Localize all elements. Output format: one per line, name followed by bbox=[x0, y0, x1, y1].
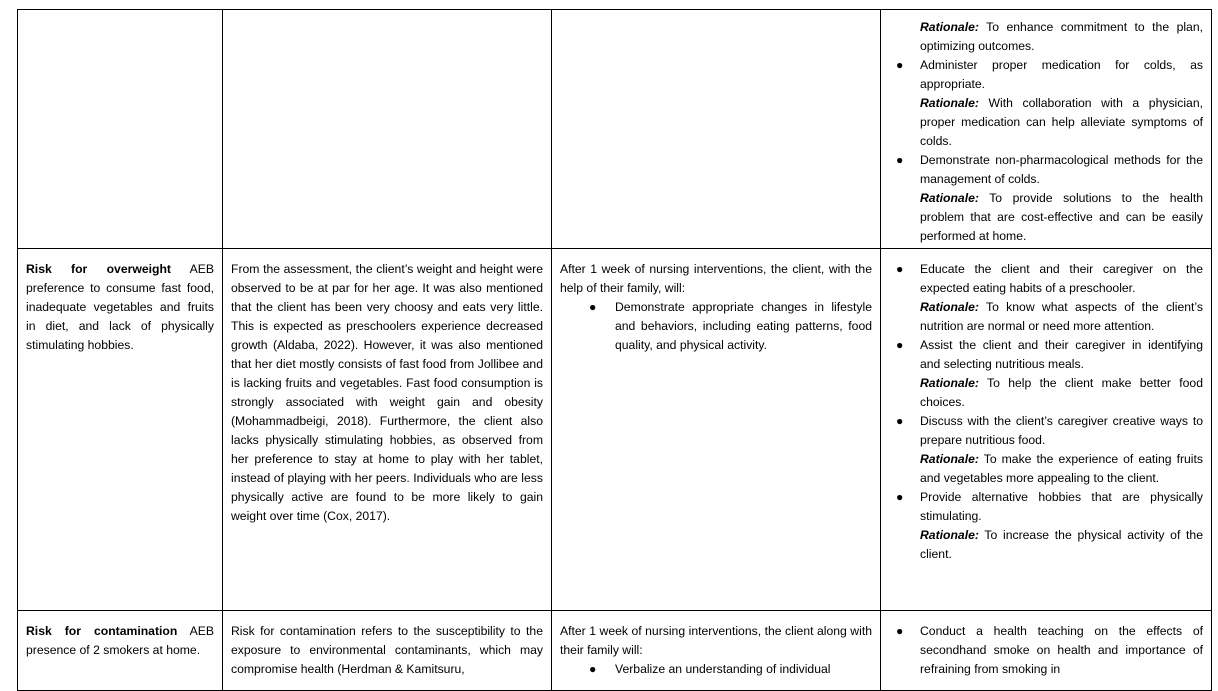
table-row bbox=[18, 249, 1212, 611]
intervention-list bbox=[889, 56, 1203, 246]
analysis-cell: From the assessment, the client’s weight and height were observed to be at par for her age. It was also mentioned that the client has been very choosy and eats very little. This is expected as preschoolers experience decreased growth (Aldaba, 2022). However, it was also mentioned that her diet mostly consists of fast food from Jollibee and is lacking fruits and vegetables. Fast food consumption is strongly associated with weight gain and obesity (Mohammadbeigi, 2018). Furthermore, the client also lacks physically stimulating hobbies, as observed from her preference to stay at home to play with her tablet, instead of playing with her peers. Individuals who are less physically active are found to be more likely to gain weight over time (Cox, 2017). bbox=[223, 249, 552, 611]
interventions-cell bbox=[881, 249, 1212, 611]
list-item: ● Assist the client and their caregiver in identifying and selecting nutritious meals. Rationale: To help the client make better food choices. bbox=[896, 338, 1203, 409]
goals-cell bbox=[552, 10, 881, 249]
bullet-icon: ● bbox=[896, 153, 904, 167]
diagnosis-title: Risk for contamination bbox=[26, 624, 178, 638]
list-item: ● Discuss with the client’s caregiver creative ways to prepare nutritious food. Rationale: To make the experience of eating fruits and vegetables more appealing to the client. bbox=[896, 414, 1203, 485]
bullet-icon: ● bbox=[896, 262, 904, 276]
bullet-icon: ● bbox=[589, 300, 597, 314]
list-item: ● Demonstrate appropriate changes in lifestyle and behaviors, including eating patterns, food quality, and physical activity. bbox=[589, 300, 872, 352]
table-row bbox=[18, 10, 1212, 249]
goal-intro: After 1 week of nursing interventions, the client, with the help of their family, will: bbox=[560, 262, 872, 295]
list-item: ● Administer proper medication for colds, as appropriate. Rationale: With collaboration with a physician, proper medication can help alleviate symptoms of colds. bbox=[896, 58, 1203, 148]
intervention-list bbox=[889, 260, 1203, 564]
diagnosis-text: AEB presence of 2 smokers at home. bbox=[26, 624, 214, 657]
bullet-icon: ● bbox=[896, 338, 904, 352]
list-item: ● Provide alternative hobbies that are physically stimulating. Rationale: To increase the physical activity of the client. bbox=[896, 490, 1203, 561]
goals-cell bbox=[552, 249, 881, 611]
interventions-cell bbox=[881, 10, 1212, 249]
intervention-list bbox=[889, 622, 1203, 679]
analysis-cell: Risk for contamination refers to the susceptibility to the exposure to environmental contaminants, which may compromise health (Herdman & Kamitsuru, bbox=[223, 611, 552, 691]
goal-list bbox=[560, 298, 872, 355]
diagnosis-cell bbox=[18, 249, 223, 611]
goal-list bbox=[560, 660, 872, 679]
list-item: ● Demonstrate non-pharmacological methods for the management of colds. Rationale: To provide solutions to the health problem that are cost-effective and can be easily performed at home. bbox=[896, 153, 1204, 243]
diagnosis-text: AEB preference to consume fast food, inadequate vegetables and fruits in diet, and lack of physically stimulating hobbies. bbox=[26, 262, 214, 352]
nursing-care-plan-table bbox=[17, 9, 1212, 691]
interventions-cell bbox=[881, 611, 1212, 691]
rationale-continuation: Rationale: To enhance commitment to the plan, optimizing outcomes. bbox=[920, 20, 1203, 53]
bullet-icon: ● bbox=[896, 414, 904, 428]
bullet-icon: ● bbox=[896, 624, 904, 638]
bullet-icon: ● bbox=[896, 58, 904, 72]
bullet-icon: ● bbox=[589, 662, 597, 676]
diagnosis-cell bbox=[18, 611, 223, 691]
analysis-cell bbox=[223, 10, 552, 249]
list-item: ● Verbalize an understanding of individual bbox=[560, 660, 872, 679]
bullet-icon: ● bbox=[896, 490, 904, 504]
list-item: ● Conduct a health teaching on the effects of secondhand smoke on health and importance of refraining from smoking in bbox=[896, 624, 1203, 676]
goals-cell bbox=[552, 611, 881, 691]
list-item: ● Educate the client and their caregiver on the expected eating habits of a preschooler. Rationale: To know what aspects of the client’s nutrition are normal or need more attention. bbox=[896, 262, 1203, 333]
table-row bbox=[18, 611, 1212, 691]
diagnosis-title: Risk for overweight bbox=[26, 262, 171, 276]
diagnosis-cell bbox=[18, 10, 223, 249]
goal-intro: After 1 week of nursing interventions, the client along with their family will: bbox=[560, 624, 872, 657]
